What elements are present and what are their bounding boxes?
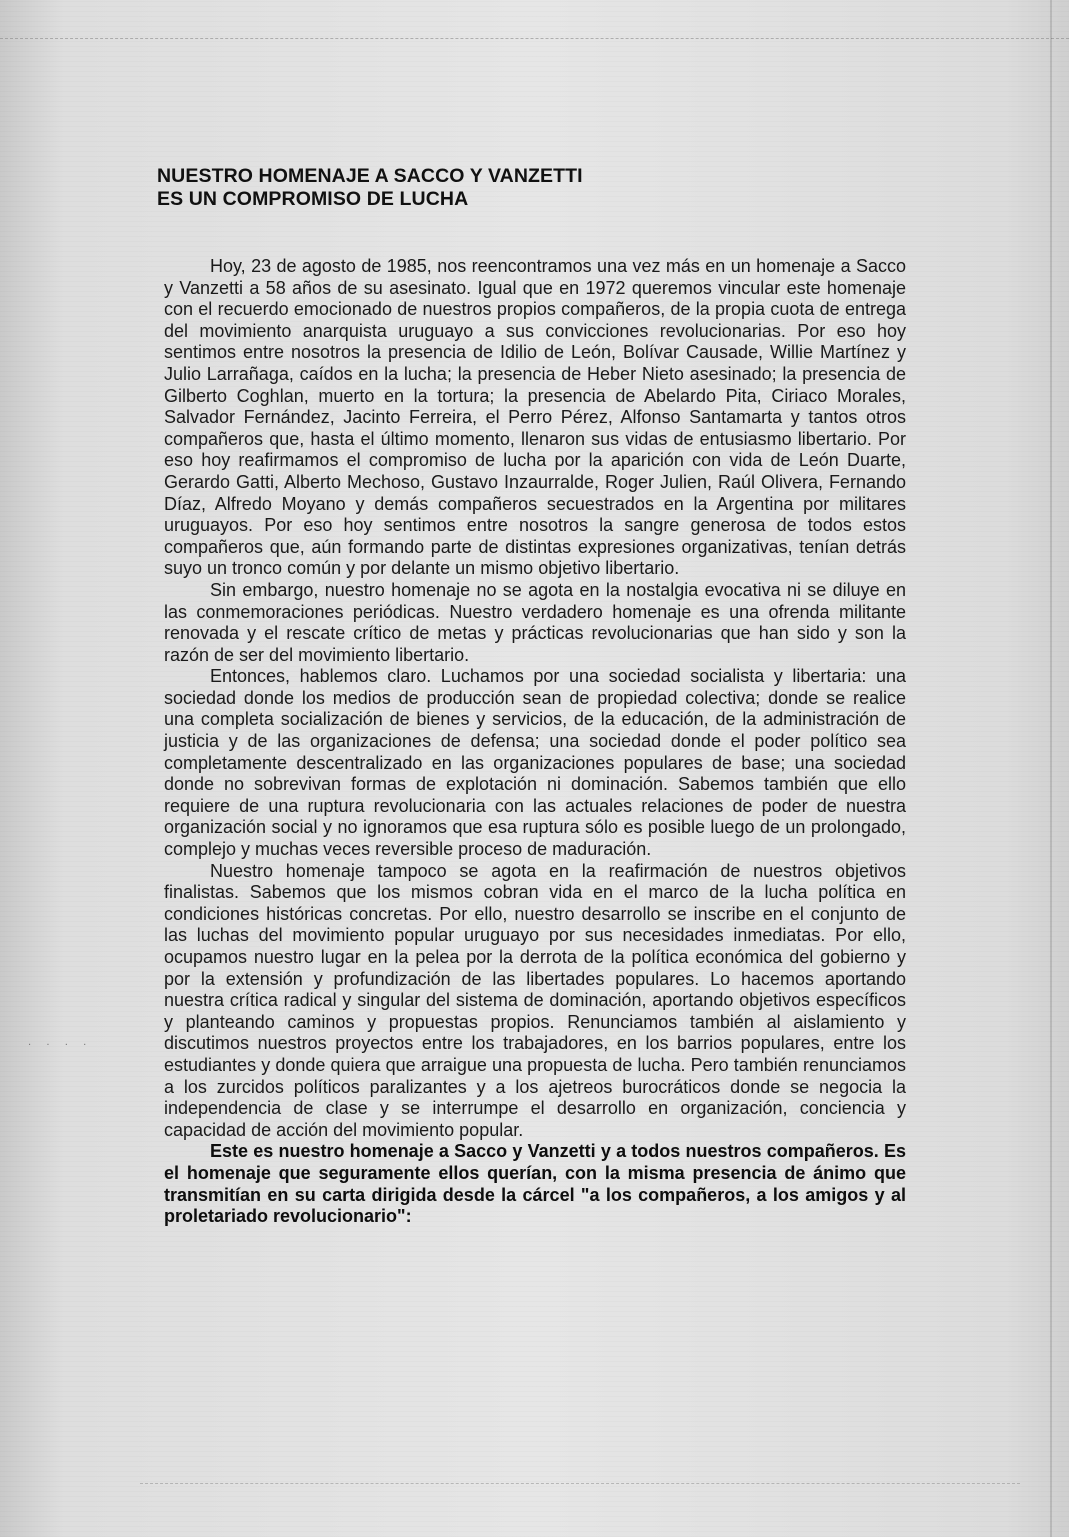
article-title-line-1: NUESTRO HOMENAJE A SACCO Y VANZETTI (157, 165, 583, 187)
paragraph-1: Hoy, 23 de agosto de 1985, nos reencontramos una vez más en un homenaje a Sacco y Vanzetti a 58 años de su asesinato. Igual que en 1972 queremos vincular este homenaje con el recuerdo emocionado de nuestros propios compañeros, de la propia cuota de entrega del movimiento anarquista uruguayo a sus convicciones revolucionarias. Por eso hoy sentimos entre nosotros la presencia de Idilio de León, Bolívar Causade, Willie Martínez y Julio Larrañaga, caídos en la lucha; la presencia de Heber Nieto asesinado; la presencia de Gilberto Coghlan, muerto en la tortura; la presencia de Abelardo Pita, Ciriaco Morales, Salvador Fernández, Jacinto Ferreira, el Perro Pérez, Alfonso Santamarta y tantos otros compañeros que, hasta el último momento, llenaron sus vidas de entusiasmo libertario. Por eso hoy reafirmamos el compromiso de lucha por la aparición con vida de León Duarte, Gerardo Gatti, Alberto Mechoso, Gustavo Inzaurralde, Roger Julien, Raúl Olivera, Fernando Díaz, Alfredo Moyano y demás compañeros secuestrados en la Argentina por militares uruguayos. Por eso hoy sentimos entre nosotros la sangre generosa de todos estos compañeros que, aún formando parte de distintas expresiones organizativas, tenían detrás suyo un tronco común y por delante un mismo objetivo libertario. (164, 256, 906, 579)
page-edge-shadow (1050, 0, 1052, 1537)
paragraph-4: Nuestro homenaje tampoco se agota en la reafirmación de nuestros objetivos finalistas. Sabemos que los mismos cobran vida en el marco de la lucha política en condiciones históricas concretas. Por ello, nuestro desarrollo se inscribe en el conjunto de las luchas del movimiento popular uruguayo por sus necesidades inmediatas. Por ello, ocupamos nuestro lugar en la pelea por la derrota de la política económica del gobierno y por la extensión y profundización de las libertades populares. Lo hacemos aportando nuestra crítica radical y singular del sistema de dominación, aportando objetivos específicos y planteando caminos y propuestas propios. Renunciamos también al aislamiento y discutimos nuestros proyectos entre los trabajadores, en los barrios populares, entre los estudiantes y donde quiera que arraigue una propuesta de lucha. Pero también renunciamos a los zurcidos políticos paralizantes y a los ajetreos burocráticos donde se negocia la independencia de clase y se interrumpe el desarrollo en organización, conciencia y capacidad de acción del movimiento popular. (164, 860, 906, 1140)
top-dashed-rule (0, 38, 1069, 39)
bottom-dashed-rule (140, 1483, 1020, 1484)
scan-specks: · · · · (28, 1040, 93, 1051)
paragraph-2: Sin embargo, nuestro homenaje no se agota en la nostalgia evocativa ni se diluye en las conmemoraciones periódicas. Nuestro verdadero homenaje es una ofrenda militante renovada y el rescate crítico de metas y prácticas revolucionarias que han sido y son la razón de ser del movimiento libertario. (164, 579, 906, 665)
article-body (164, 256, 906, 1228)
closing-paragraph: Este es nuestro homenaje a Sacco y Vanzetti y a todos nuestros compañeros. Es el homenaje que seguramente ellos querían, con la misma presencia de ánimo que transmitían en su carta dirigida desde la cárcel "a los compañeros, a los amigos y al proletariado revolucionario": (164, 1141, 906, 1227)
paragraph-3: Entonces, hablemos claro. Luchamos por una sociedad socialista y libertaria: una sociedad donde los medios de producción sean de propiedad colectiva; donde se realice una completa socialización de bienes y servicios, de la educación, de la administración de justicia y de las organizaciones de defensa; una sociedad donde el poder político sea completamente descentralizado en las organizaciones populares de base; una sociedad donde no sobrevivan formas de explotación ni dominación. Sabemos también que ello requiere de una ruptura revolucionaria con las actuales relaciones de poder de nuestra organización social y no ignoramos que esa ruptura sólo es posible luego de un prolongado, complejo y muchas veces reversible proceso de maduración. (164, 666, 906, 860)
article-title-line-2: ES UN COMPROMISO DE LUCHA (157, 188, 469, 210)
article-title (157, 165, 583, 211)
